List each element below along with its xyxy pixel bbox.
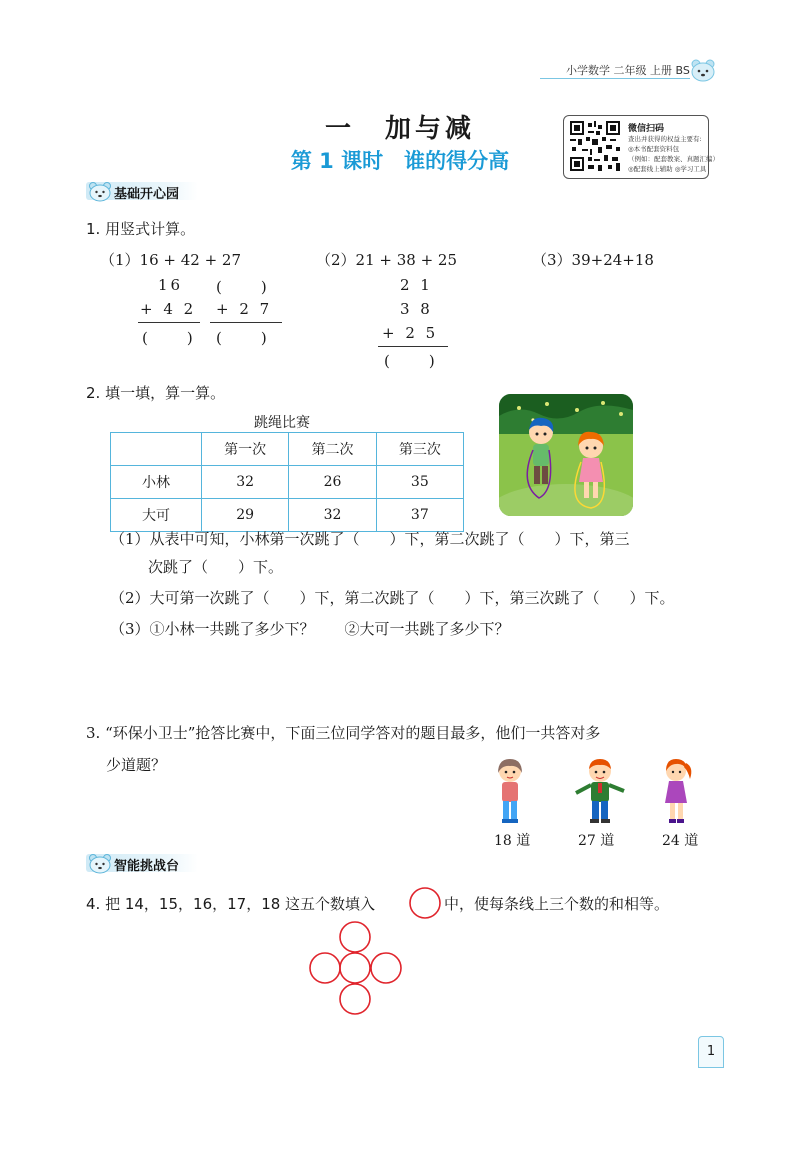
q1-p1-carry-blank[interactable]: ( ) — [216, 278, 270, 296]
qr-line-3: ◎配套线上辅助 ◎学习工具 — [628, 165, 707, 173]
q1-p2-rule — [378, 346, 448, 347]
q2-title: 2. 填一填，算一算。 — [86, 384, 226, 402]
page-number: 1 — [706, 1044, 716, 1059]
q1-p1-addend-b: + 4 2 — [140, 300, 197, 318]
table-header-cell: 第三次 — [376, 433, 463, 466]
q3-line1: 3. “环保小卫士”抢答比赛中，下面三位同学答对的题目最多，他们一共答对多 — [86, 724, 601, 742]
bear-icon — [690, 58, 716, 82]
lesson-title: 第 1 课时 谁的得分高 — [290, 149, 510, 173]
cross-circle-left[interactable] — [310, 953, 340, 983]
chapter-title: 一 加与减 — [324, 114, 475, 144]
jump-rope-illustration — [499, 394, 633, 516]
table-header-cell — [111, 433, 202, 466]
page-number-tab — [698, 1036, 724, 1068]
q2-sub3: （3）①小林一共跳了多少下？ ②大可一共跳了多少下？ — [110, 620, 510, 638]
qr-subtitle: 查出并获得的权益主要有: — [628, 135, 702, 143]
section-title-basic: 基础开心园 — [114, 187, 180, 202]
table-caption: 跳绳比赛 — [254, 415, 310, 431]
q1-p1-addend-a: 16 — [158, 276, 184, 294]
q1-p1-answer-1[interactable]: ( ) — [142, 329, 196, 347]
table-cell: 小林 — [111, 466, 202, 499]
header-divider — [540, 78, 690, 79]
q1-title: 1. 用竖式计算。 — [86, 220, 196, 238]
q4-text-after: 中，使每条线上三个数的和相等。 — [444, 895, 670, 913]
table-header-cell: 第二次 — [289, 433, 376, 466]
number-cross-diagram — [300, 918, 412, 1018]
book-info: 小学数学 二年级 上册 BS — [566, 64, 690, 77]
qr-line-1: ◎本书配套资料包 — [628, 145, 680, 153]
q1-p2-addend-b: 3 8 — [400, 300, 433, 318]
section-banner-basic — [86, 180, 216, 202]
q2-sub1-line2: 次跳了（ ）下。 — [148, 558, 284, 576]
student-2-count: 27 道 — [578, 833, 615, 849]
qr-title: 微信扫码 — [628, 124, 665, 134]
student-1-count: 18 道 — [494, 833, 531, 849]
qr-line-2: （例如：配套教案、真题汇编） — [628, 155, 719, 163]
inline-circle-icon — [408, 886, 442, 920]
q4-text-before: 4. 把 14，15，16，17，18 这五个数填入 — [86, 895, 376, 913]
q2-sub1-line1: （1）从表中可知，小林第一次跳了（ ）下，第二次跳了（ ）下，第三 — [110, 530, 630, 548]
q1-p1-rule-2 — [210, 322, 282, 323]
q1-part2: （2）21 + 38 + 25 — [316, 251, 458, 269]
q1-p2-addend-a: 2 1 — [400, 276, 433, 294]
table-cell: 35 — [376, 466, 463, 499]
table-row — [111, 499, 464, 532]
table-row — [111, 466, 464, 499]
table-cell: 26 — [289, 466, 376, 499]
table-cell: 32 — [202, 466, 289, 499]
q1-p1-answer-2[interactable]: ( ) — [216, 329, 270, 347]
table-cell: 29 — [202, 499, 289, 532]
student-girl-illustration — [490, 757, 530, 825]
student-boy-illustration — [572, 757, 628, 825]
qr-code-icon[interactable] — [570, 121, 620, 171]
qr-promo-box — [563, 115, 719, 179]
q1-part1: （1）16 + 42 + 27 — [100, 251, 242, 269]
q1-p2-answer[interactable]: ( ) — [384, 352, 438, 370]
table-header-cell: 第一次 — [202, 433, 289, 466]
cross-circle-right[interactable] — [371, 953, 401, 983]
bear-icon — [88, 852, 112, 874]
q1-p2-addend-c: + 2 5 — [382, 324, 439, 342]
q3-line2: 少道题？ — [106, 756, 167, 774]
cross-circle-top[interactable] — [340, 922, 370, 952]
score-table — [110, 432, 464, 532]
table-header-row — [111, 433, 464, 466]
student-3-count: 24 道 — [662, 833, 699, 849]
table-cell: 大可 — [111, 499, 202, 532]
q1-p1-addend-c: + 2 7 — [216, 300, 273, 318]
section-banner-challenge — [86, 852, 216, 874]
student-girl-ponytail-illustration — [660, 757, 696, 825]
q2-sub2: （2）大可第一次跳了（ ）下，第二次跳了（ ）下，第三次跳了（ ）下。 — [110, 589, 675, 607]
q1-part3: （3）39+24+18 — [532, 251, 654, 269]
q1-p1-rule-1 — [138, 322, 200, 323]
bear-icon — [88, 180, 112, 202]
section-title-challenge: 智能挑战台 — [114, 859, 180, 874]
cross-circle-center[interactable] — [340, 953, 370, 983]
cross-circle-bottom[interactable] — [340, 984, 370, 1014]
table-cell: 32 — [289, 499, 376, 532]
table-cell: 37 — [376, 499, 463, 532]
